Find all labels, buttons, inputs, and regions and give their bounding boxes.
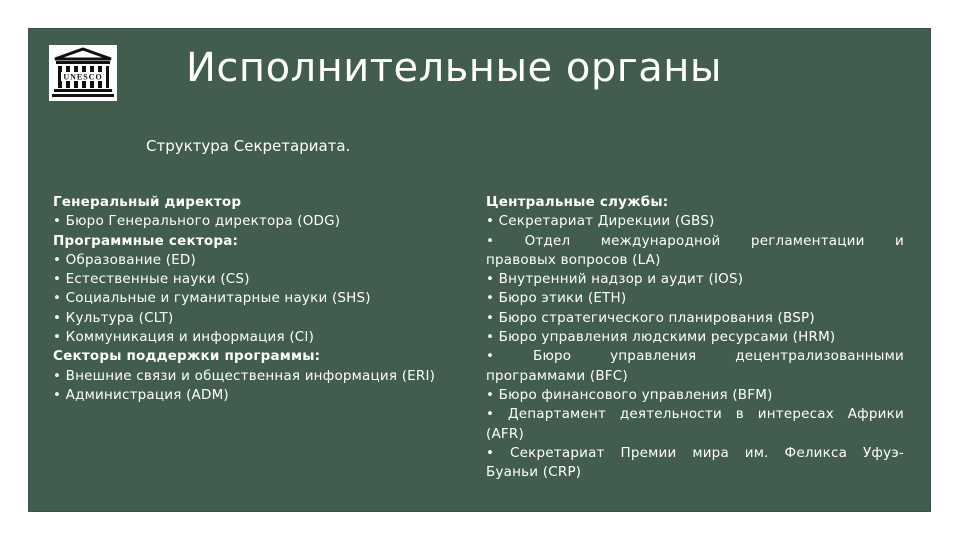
section-heading: Генеральный директор (53, 194, 242, 210)
section-heading: Центральные службы: (486, 194, 669, 210)
left-column (53, 193, 473, 405)
list-item: • Секретариат Дирекции (GBS) (486, 213, 715, 230)
list-item: • Внутренний надзор и аудит (IOS) (486, 271, 744, 288)
list-item: • Бюро финансового управления (BFM) (486, 386, 773, 403)
list-item: • Бюро управления децентрализованными (486, 348, 904, 365)
logo-text: UNESCO (63, 72, 103, 82)
list-item: • Администрация (ADM) (53, 386, 229, 403)
subtitle: Структура Секретариата. (146, 137, 351, 155)
list-item: • Социальные и гуманитарные науки (SHS) (53, 290, 371, 307)
list-item: • Коммуникация и информация (CI) (53, 329, 315, 346)
list-item: • Культура (CLT) (53, 309, 174, 326)
unesco-temple-logo-icon (48, 44, 118, 102)
page-title: Исполнительные органы (186, 45, 722, 91)
list-item: • Отдел международной регламентации и (486, 232, 904, 249)
right-column (486, 193, 904, 482)
list-item: • Департамент деятельности в интересах Африки (486, 406, 904, 423)
list-item: • Бюро стратегического планирования (BSP) (486, 309, 815, 326)
list-item: Буаньи (CRP) (486, 464, 582, 481)
list-item: правовых вопросов (LA) (486, 251, 661, 268)
list-item: • Внешние связи и общественная информация (ERI) (53, 367, 436, 384)
section-heading: Секторы поддержки программы: (53, 348, 321, 365)
section-heading: Программные сектора: (53, 232, 239, 249)
list-item: • Бюро управления людскими ресурсами (HRM) (486, 329, 836, 346)
list-item: программами (BFC) (486, 367, 628, 384)
list-item: • Бюро этики (ETH) (486, 290, 627, 307)
list-item: • Естественные науки (CS) (53, 271, 250, 288)
list-item: • Бюро Генерального директора (ODG) (53, 213, 341, 230)
list-item: • Секретариат Премии мира им. Феликса Уфуэ- (486, 444, 904, 461)
list-item: (AFR) (486, 425, 524, 442)
list-item: • Образование (ED) (53, 251, 196, 268)
